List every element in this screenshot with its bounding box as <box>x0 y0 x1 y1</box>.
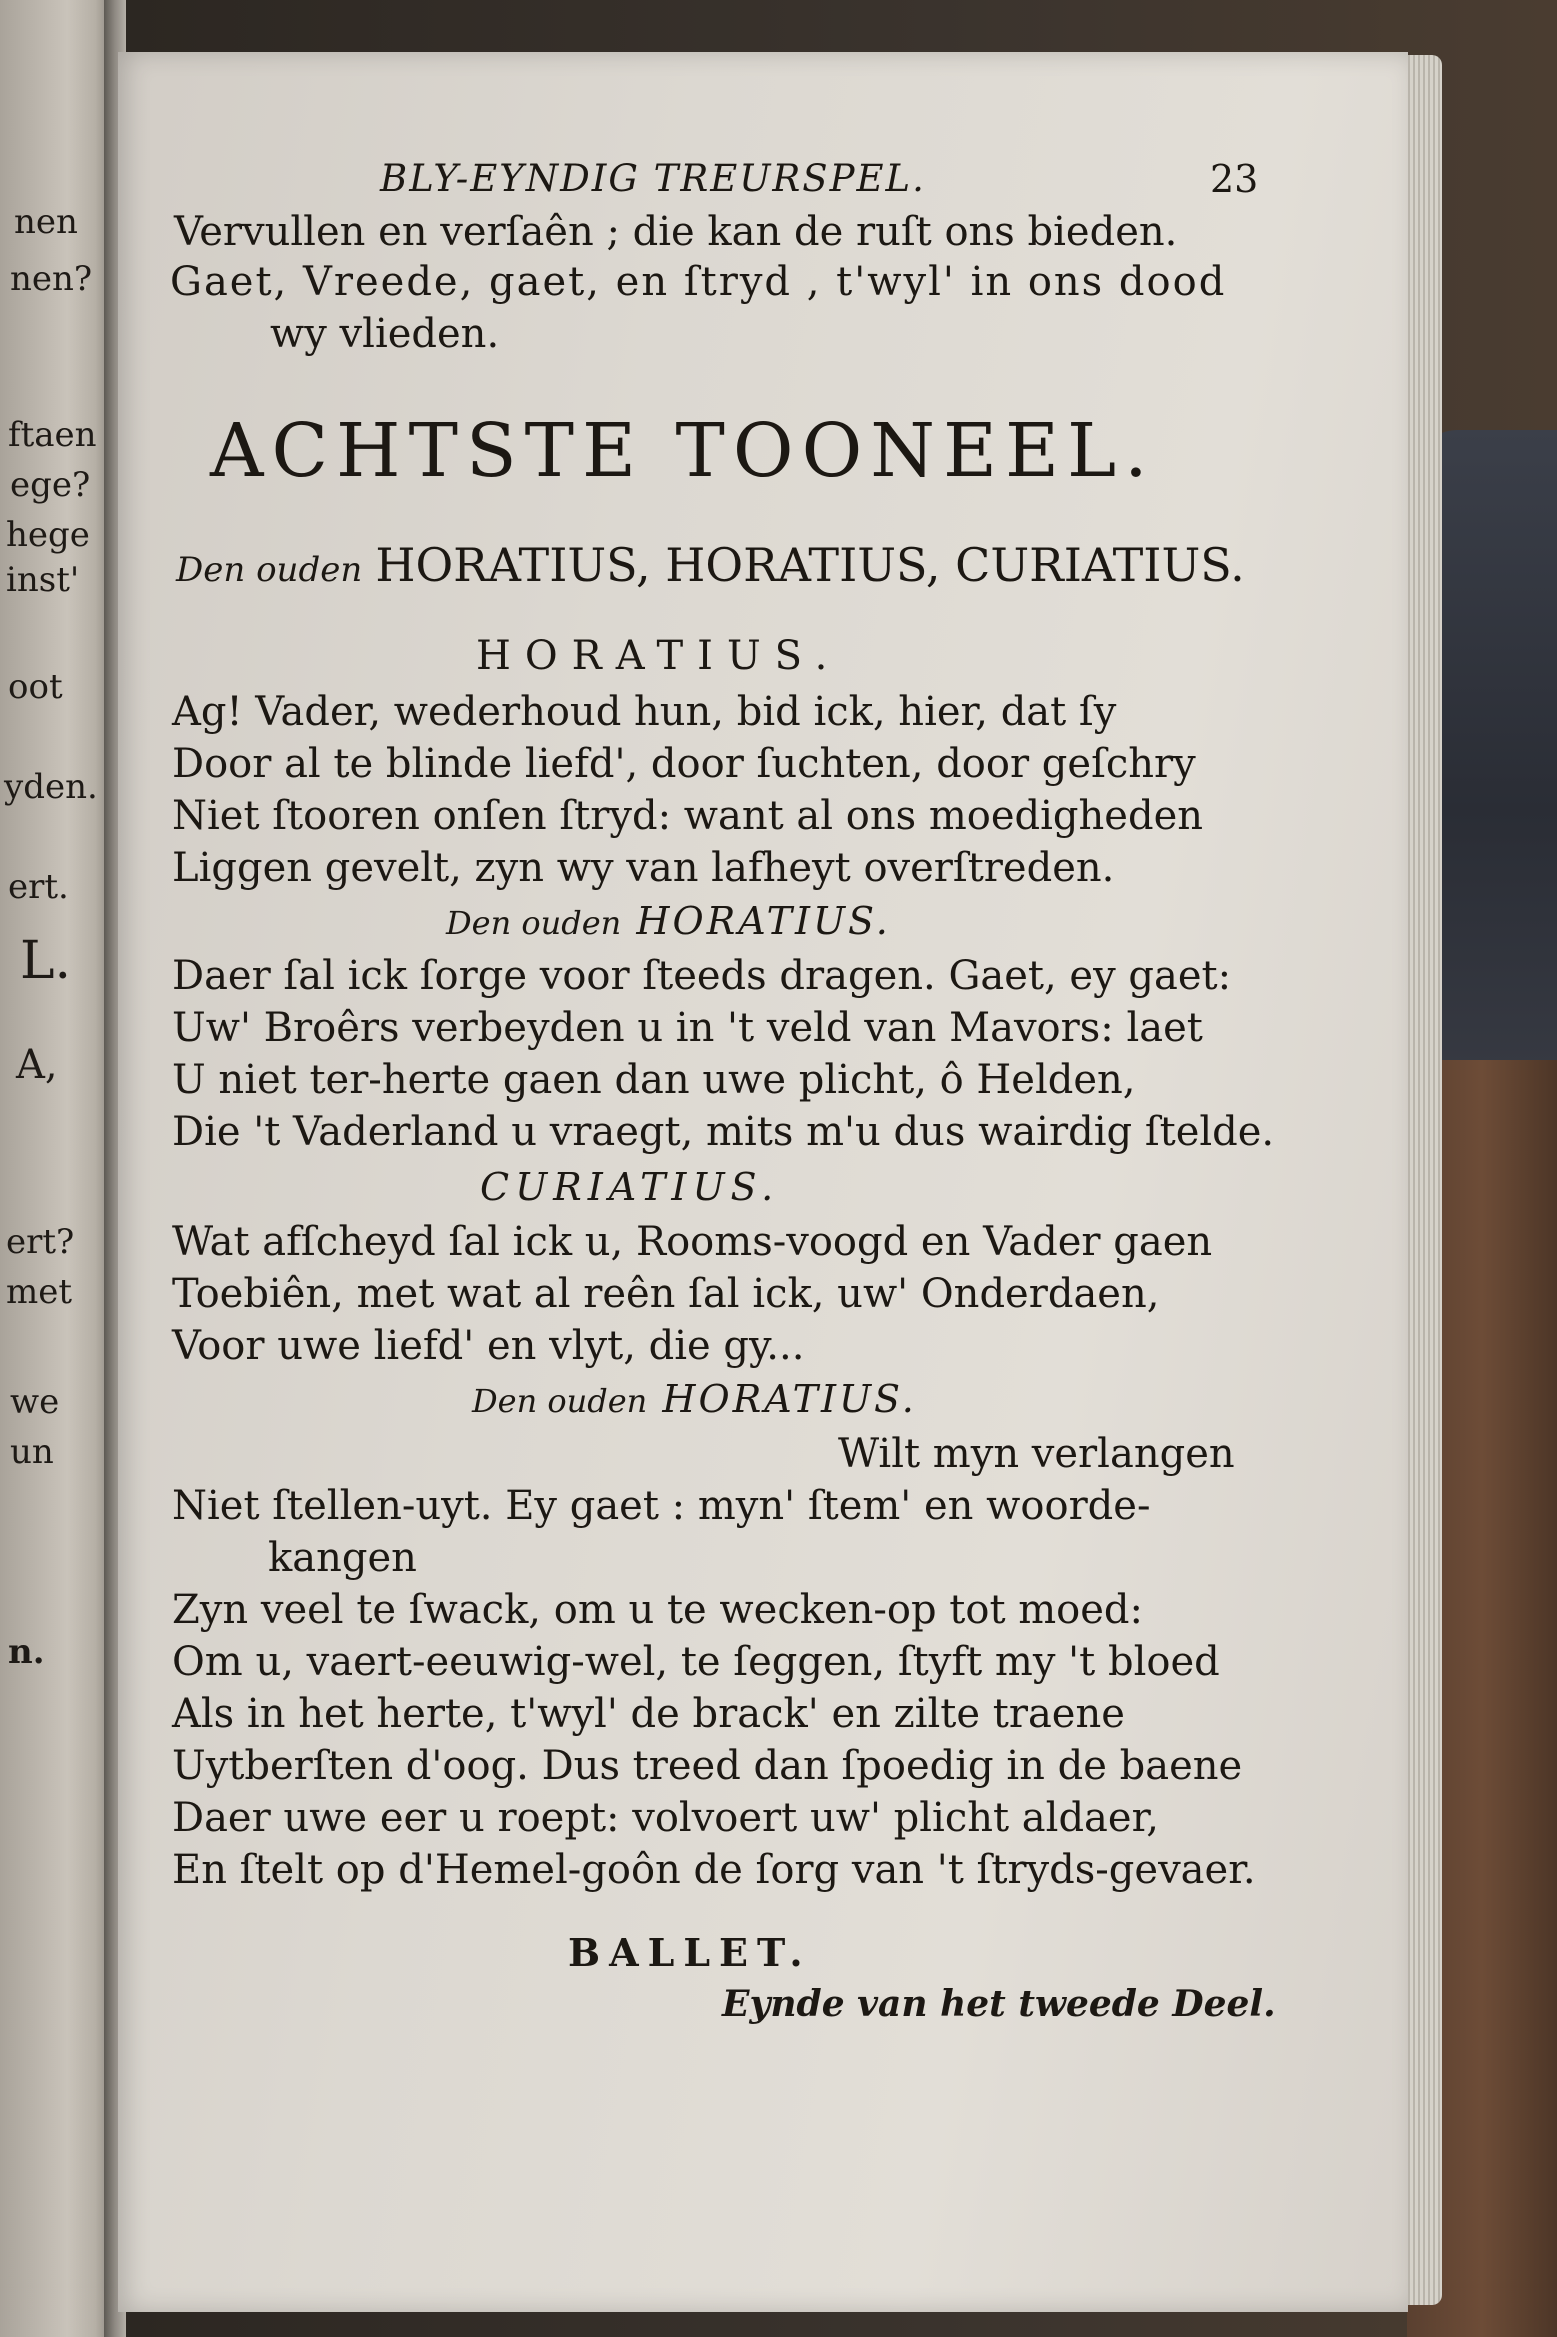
verse-line: U niet ter-herte gaen dan uwe plicht, ô Helden, <box>172 1057 1136 1103</box>
verse-line: Zyn veel te ſwack, om u te wecken-op tot moed: <box>172 1587 1144 1633</box>
left-fragment: yden. <box>4 767 98 807</box>
verse-line: wy vlieden. <box>270 311 500 357</box>
running-title: BLY-EYNDIG TREURSPEL. <box>380 157 926 200</box>
verse-line: En ſtelt op d'Hemel-goôn de ſorg van 't ſtryds-gevaer. <box>172 1847 1256 1893</box>
verse-line: Wat afſcheyd ſal ick u, Rooms-voogd en Vader gaen <box>172 1219 1213 1265</box>
left-fragment: un <box>10 1432 54 1472</box>
verse-line: Niet ſtellen-uyt. Ey gaet : myn' ſtem' en woorde- <box>172 1483 1151 1529</box>
verse-line: Wilt myn verlangen <box>838 1431 1235 1477</box>
speaker-heading: HORATIUS. <box>476 633 842 679</box>
ballet-heading: BALLET. <box>568 1930 812 1975</box>
left-fragment: met <box>6 1272 73 1312</box>
verse-line: Uytberſten d'oog. Dus treed dan ſpoedig in de baene <box>172 1743 1243 1789</box>
left-fragment: nen? <box>10 259 93 299</box>
left-fragment: oot <box>8 667 63 707</box>
cast-prefix: Den ouden <box>176 550 363 590</box>
book-page <box>118 52 1408 2312</box>
verse-line: Vervullen en verſaên ; die kan de ruſt ons bieden. <box>174 209 1178 255</box>
left-fragment: n. <box>8 1632 45 1672</box>
left-fragment: ege? <box>10 465 91 505</box>
speaker-heading <box>472 1377 917 1421</box>
left-fragment: ert. <box>8 867 69 907</box>
verse-line: Daer uwe eer u roept: volvoert uw' plicht aldaer, <box>172 1795 1160 1841</box>
verse-line: Gaet, Vreede, gaet, en ſtryd , t'wyl' in ons dood <box>170 259 1227 305</box>
verse-line: kangen <box>268 1535 417 1581</box>
left-fragment: L. <box>20 931 72 991</box>
speaker-heading: CURIATIUS. <box>480 1165 780 1209</box>
verse-line: Daer ſal ick ſorge voor ſteeds dragen. Gaet, ey gaet: <box>172 953 1232 999</box>
left-fragment: we <box>10 1382 60 1422</box>
left-fragment: A, <box>16 1042 58 1088</box>
verse-line: Liggen gevelt, zyn wy van lafheyt overſtreden. <box>172 845 1115 891</box>
speaker-prefix: Den ouden <box>446 904 622 942</box>
verse-line: Om u, vaert-eeuwig-wel, te ſeggen, ſtyft my 't bloed <box>172 1639 1220 1685</box>
speaker-prefix: Den ouden <box>472 1382 648 1420</box>
left-fragment: ert? <box>6 1222 75 1262</box>
speaker-name: HORATIUS. <box>662 1377 917 1421</box>
cast-list <box>176 538 1245 592</box>
left-fragment: ftaen <box>8 415 97 455</box>
verse-line: Ag! Vader, wederhoud hun, bid ick, hier, dat ſy <box>172 689 1117 735</box>
left-page-edge <box>0 0 112 2337</box>
scene-title: ACHTSTE TOONEEL. <box>210 408 1156 494</box>
verse-line: Die 't Vaderland u vraegt, mits m'u dus wairdig ſtelde. <box>172 1109 1275 1155</box>
verse-line: Door al te blinde liefd', door ſuchten, door geſchry <box>172 741 1196 787</box>
verse-line: Voor uwe liefd' en vlyt, die gy... <box>172 1323 805 1369</box>
speaker-name: HORATIUS. <box>636 899 891 943</box>
verse-line: Als in het herte, t'wyl' de brack' en zilte traene <box>172 1691 1125 1737</box>
verse-line: Niet ſtooren onſen ſtryd: want al ons moedigheden <box>172 793 1203 839</box>
verse-line: Uw' Broêrs verbeyden u in 't veld van Mavors: laet <box>172 1005 1203 1051</box>
cast-names: HORATIUS, HORATIUS, CURIATIUS. <box>375 538 1245 592</box>
end-note: Eynde van het tweede Deel. <box>722 1983 1276 2025</box>
verse-line: Toebiên, met wat al reên ſal ick, uw' Onderdaen, <box>172 1271 1160 1317</box>
page-number: 23 <box>1210 157 1259 201</box>
speaker-heading <box>446 899 891 943</box>
left-fragment: inst' <box>6 560 80 600</box>
left-fragment: hege <box>6 515 90 555</box>
left-fragment: nen <box>14 202 78 242</box>
page-body <box>118 52 1408 2312</box>
